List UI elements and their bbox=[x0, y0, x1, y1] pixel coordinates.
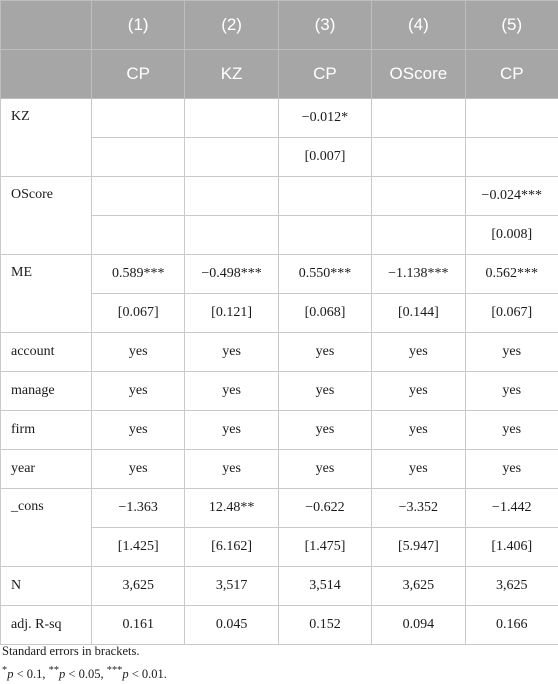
row-oscore-coef bbox=[1, 177, 558, 216]
value-cell: 0.166 bbox=[465, 606, 558, 645]
se-cell bbox=[278, 216, 371, 255]
header-row-numbers bbox=[1, 1, 558, 50]
value-cell: yes bbox=[92, 411, 185, 450]
se-cell: [6.162] bbox=[185, 528, 278, 567]
row-label-oscore: OScore bbox=[1, 177, 92, 255]
p-symbol: p bbox=[59, 667, 65, 681]
notes-line-1: Standard errors in brackets. bbox=[2, 641, 167, 661]
value-cell: yes bbox=[465, 450, 558, 489]
row-label-kz: KZ bbox=[1, 99, 92, 177]
value-cell: yes bbox=[372, 372, 465, 411]
value-cell: yes bbox=[92, 372, 185, 411]
col-depvar: CP bbox=[465, 50, 558, 99]
se-cell bbox=[92, 216, 185, 255]
value-cell: 0.094 bbox=[372, 606, 465, 645]
value-cell: yes bbox=[185, 450, 278, 489]
col-depvar: CP bbox=[278, 50, 371, 99]
value-cell: yes bbox=[465, 372, 558, 411]
se-cell bbox=[185, 138, 278, 177]
value-cell: yes bbox=[278, 411, 371, 450]
col-number: (4) bbox=[372, 1, 465, 50]
se-cell: [1.425] bbox=[92, 528, 185, 567]
value-cell: yes bbox=[92, 450, 185, 489]
value-cell: yes bbox=[465, 411, 558, 450]
value-cell: yes bbox=[278, 372, 371, 411]
col-number: (5) bbox=[465, 1, 558, 50]
coef-cell: −1.442 bbox=[465, 489, 558, 528]
row-label-r2: adj. R-sq bbox=[1, 606, 92, 645]
coef-cell: −0.012* bbox=[278, 99, 371, 138]
coef-cell bbox=[372, 177, 465, 216]
threshold-1: < 0.1, bbox=[13, 667, 48, 681]
sig-star-1: * bbox=[2, 665, 7, 676]
coef-cell: −0.622 bbox=[278, 489, 371, 528]
col-depvar: CP bbox=[92, 50, 185, 99]
coef-cell: −1.138*** bbox=[372, 255, 465, 294]
value-cell: yes bbox=[465, 333, 558, 372]
coef-cell: 0.589*** bbox=[92, 255, 185, 294]
coef-cell bbox=[92, 99, 185, 138]
row-n bbox=[1, 567, 558, 606]
col-depvar: OScore bbox=[372, 50, 465, 99]
col-number: (1) bbox=[92, 1, 185, 50]
se-cell: [0.144] bbox=[372, 294, 465, 333]
row-me-coef bbox=[1, 255, 558, 294]
value-cell: yes bbox=[185, 372, 278, 411]
value-cell: yes bbox=[185, 333, 278, 372]
value-cell: yes bbox=[372, 333, 465, 372]
value-cell: 3,625 bbox=[465, 567, 558, 606]
se-cell bbox=[372, 216, 465, 255]
value-cell: yes bbox=[372, 411, 465, 450]
se-cell: [5.947] bbox=[372, 528, 465, 567]
p-symbol: p bbox=[122, 667, 128, 681]
row-label-n: N bbox=[1, 567, 92, 606]
coef-cell: −0.498*** bbox=[185, 255, 278, 294]
row-cons-coef bbox=[1, 489, 558, 528]
coef-cell bbox=[185, 99, 278, 138]
se-cell bbox=[185, 216, 278, 255]
value-cell: yes bbox=[372, 450, 465, 489]
coef-cell bbox=[278, 177, 371, 216]
col-depvar: KZ bbox=[185, 50, 278, 99]
se-cell: [0.067] bbox=[465, 294, 558, 333]
p-symbol: p bbox=[7, 667, 13, 681]
row-label-me: ME bbox=[1, 255, 92, 333]
row-label-firm: firm bbox=[1, 411, 92, 450]
se-cell: [0.007] bbox=[278, 138, 371, 177]
row-manage bbox=[1, 372, 558, 411]
se-cell bbox=[465, 138, 558, 177]
se-cell bbox=[92, 138, 185, 177]
col-number: (2) bbox=[185, 1, 278, 50]
value-cell: yes bbox=[278, 333, 371, 372]
row-label-year: year bbox=[1, 450, 92, 489]
sig-star-3: *** bbox=[107, 665, 123, 676]
coef-cell: 0.550*** bbox=[278, 255, 371, 294]
value-cell: 3,625 bbox=[372, 567, 465, 606]
coef-cell: −1.363 bbox=[92, 489, 185, 528]
coef-cell: −3.352 bbox=[372, 489, 465, 528]
header-corner bbox=[1, 1, 92, 50]
coef-cell bbox=[185, 177, 278, 216]
row-label-manage: manage bbox=[1, 372, 92, 411]
se-cell bbox=[372, 138, 465, 177]
header-row-depvars bbox=[1, 50, 558, 99]
col-number: (3) bbox=[278, 1, 371, 50]
row-year bbox=[1, 450, 558, 489]
row-firm bbox=[1, 411, 558, 450]
value-cell: yes bbox=[92, 333, 185, 372]
value-cell: 3,625 bbox=[92, 567, 185, 606]
coef-cell: −0.024*** bbox=[465, 177, 558, 216]
coef-cell bbox=[465, 99, 558, 138]
header-corner bbox=[1, 50, 92, 99]
value-cell: yes bbox=[185, 411, 278, 450]
coef-cell: 12.48** bbox=[185, 489, 278, 528]
se-cell: [0.121] bbox=[185, 294, 278, 333]
value-cell: 0.045 bbox=[185, 606, 278, 645]
value-cell: 3,514 bbox=[278, 567, 371, 606]
row-r2 bbox=[1, 606, 558, 645]
value-cell: 0.161 bbox=[92, 606, 185, 645]
row-label-cons: _cons bbox=[1, 489, 92, 567]
coef-cell bbox=[92, 177, 185, 216]
se-cell: [0.068] bbox=[278, 294, 371, 333]
se-cell: [0.008] bbox=[465, 216, 558, 255]
sig-star-2: ** bbox=[49, 665, 59, 676]
coef-cell: 0.562*** bbox=[465, 255, 558, 294]
threshold-3: < 0.01. bbox=[129, 667, 167, 681]
value-cell: 3,517 bbox=[185, 567, 278, 606]
se-cell: [1.406] bbox=[465, 528, 558, 567]
row-kz-coef bbox=[1, 99, 558, 138]
row-label-account: account bbox=[1, 333, 92, 372]
se-cell: [1.475] bbox=[278, 528, 371, 567]
coef-cell bbox=[372, 99, 465, 138]
row-account bbox=[1, 333, 558, 372]
threshold-2: < 0.05, bbox=[65, 667, 106, 681]
value-cell: yes bbox=[278, 450, 371, 489]
se-cell: [0.067] bbox=[92, 294, 185, 333]
value-cell: 0.152 bbox=[278, 606, 371, 645]
table-notes bbox=[2, 641, 167, 684]
